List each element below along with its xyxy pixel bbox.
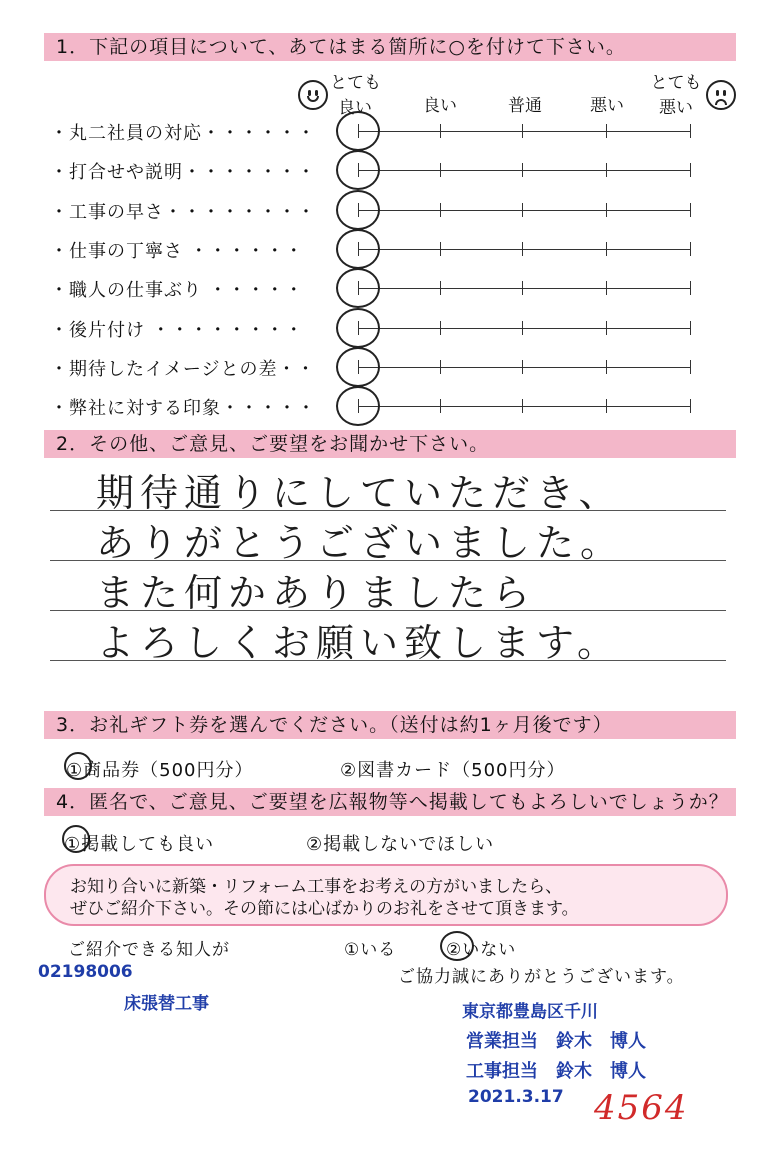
rating-tick-2[interactable] xyxy=(440,163,441,177)
rating-tick-4[interactable] xyxy=(606,399,607,413)
rating-tick-5[interactable] xyxy=(690,321,691,335)
rating-scale-line xyxy=(358,131,690,132)
rating-tick-4[interactable] xyxy=(606,321,607,335)
rating-tick-5[interactable] xyxy=(690,399,691,413)
referral-option-yes[interactable]: ①いる xyxy=(344,940,397,960)
rating-tick-2[interactable] xyxy=(440,321,441,335)
rating-tick-3[interactable] xyxy=(522,281,523,295)
gift-option-1[interactable]: ①商品券（500円分） xyxy=(66,760,254,781)
customer-code: 02198006 xyxy=(38,962,133,982)
rating-tick-2[interactable] xyxy=(440,360,441,374)
frown-icon xyxy=(706,80,736,110)
rating-tick-3[interactable] xyxy=(522,242,523,256)
comment-line-1: 期待通りにしていただき、 xyxy=(96,471,623,515)
date: 2021.3.17 xyxy=(468,1087,564,1107)
construction-rep: 工事担当 鈴木 博人 xyxy=(466,1061,646,1082)
scale-label-average: 普通 xyxy=(508,96,542,116)
rating-tick-5[interactable] xyxy=(690,203,691,217)
rating-tick-4[interactable] xyxy=(606,360,607,374)
rating-tick-3[interactable] xyxy=(522,124,523,138)
work-type: 床張替工事 xyxy=(124,994,209,1014)
comment-line-3: また何かありましたら xyxy=(96,571,537,615)
rating-scale-line xyxy=(358,249,690,250)
rating-row-label: ・丸二社員の対応・・・・・・ xyxy=(50,123,316,144)
rating-tick-5[interactable] xyxy=(690,124,691,138)
selection-circle xyxy=(336,190,380,230)
thanks-text: ご協力誠にありがとうございます。 xyxy=(398,967,685,987)
rating-tick-4[interactable] xyxy=(606,242,607,256)
section-3-header: 3．お礼ギフト券を選んでください。（送付は約1ヶ月後です） xyxy=(44,711,736,739)
referral-line-1: お知り合いに新築・リフォーム工事をお考えの方がいましたら、 xyxy=(70,877,563,897)
rating-row-label: ・期待したイメージとの差・・ xyxy=(50,359,316,380)
referral-option-no[interactable]: ②いない xyxy=(446,940,517,960)
rating-scale-line xyxy=(358,328,690,329)
rating-tick-5[interactable] xyxy=(690,242,691,256)
scale-label-very-bad: とても 悪い xyxy=(650,73,702,118)
scale-label-very-good: とても 良い xyxy=(330,73,381,118)
handwritten-number: 4564 xyxy=(594,1088,689,1128)
rating-scale-line xyxy=(358,170,690,171)
referral-line-2: ぜひご紹介下さい。その節には心ばかりのお礼をさせて頂きます。 xyxy=(70,899,579,919)
rating-tick-4[interactable] xyxy=(606,203,607,217)
referral-question: ご紹介できる知人が xyxy=(68,940,230,960)
rating-scale-line xyxy=(358,288,690,289)
rating-tick-4[interactable] xyxy=(606,124,607,138)
rating-tick-5[interactable] xyxy=(690,360,691,374)
gift-option-2[interactable]: ②図書カード（500円分） xyxy=(340,760,566,781)
rating-scale-line xyxy=(358,367,690,368)
scale-label-bad: 悪い xyxy=(590,96,624,116)
selection-circle xyxy=(336,386,380,426)
rating-tick-4[interactable] xyxy=(606,281,607,295)
rating-tick-2[interactable] xyxy=(440,281,441,295)
selection-circle xyxy=(336,347,380,387)
section-4-header: 4．匿名で、ご意見、ご要望を広報物等へ掲載してもよろしいでしょうか？ xyxy=(44,788,736,816)
rating-tick-2[interactable] xyxy=(440,399,441,413)
selection-circle xyxy=(336,268,380,308)
publish-option-2[interactable]: ②掲載しないでほしい xyxy=(306,834,495,855)
rating-tick-3[interactable] xyxy=(522,399,523,413)
rating-tick-3[interactable] xyxy=(522,321,523,335)
rating-row-label: ・工事の早さ・・・・・・・・ xyxy=(50,202,316,223)
rating-scale-line xyxy=(358,210,690,211)
selection-circle xyxy=(336,150,380,190)
section-1-header: 1．下記の項目について、あてはまる箇所に○を付けて下さい。 xyxy=(44,33,736,61)
rating-row-label: ・弊社に対する印象・・・・・ xyxy=(50,398,316,419)
rating-row-label: ・打合せや説明・・・・・・・ xyxy=(50,162,316,183)
rating-tick-5[interactable] xyxy=(690,163,691,177)
rating-row-label: ・仕事の丁寧さ ・・・・・・ xyxy=(50,241,304,262)
scale-label-good: 良い xyxy=(423,96,457,116)
rating-tick-3[interactable] xyxy=(522,163,523,177)
location: 東京都豊島区千川 xyxy=(462,1002,598,1022)
smile-icon xyxy=(298,80,328,110)
rating-row-label: ・後片付け ・・・・・・・・ xyxy=(50,320,304,341)
selection-circle xyxy=(336,111,380,151)
publish-option-1[interactable]: ①掲載しても良い xyxy=(64,834,215,855)
selection-circle xyxy=(336,229,380,269)
sales-rep: 営業担当 鈴木 博人 xyxy=(466,1031,646,1052)
rating-tick-4[interactable] xyxy=(606,163,607,177)
rating-tick-3[interactable] xyxy=(522,203,523,217)
section-2-header: 2．その他、ご意見、ご要望をお聞かせ下さい。 xyxy=(44,430,736,458)
referral-box xyxy=(44,864,728,926)
comment-line-2: ありがとうございました。 xyxy=(96,521,625,565)
rating-scale-line xyxy=(358,406,690,407)
rating-tick-2[interactable] xyxy=(440,242,441,256)
selection-circle xyxy=(336,308,380,348)
rating-tick-2[interactable] xyxy=(440,124,441,138)
rating-tick-2[interactable] xyxy=(440,203,441,217)
rating-tick-3[interactable] xyxy=(522,360,523,374)
comment-line-4: よろしくお願い致します。 xyxy=(96,621,621,665)
rating-tick-5[interactable] xyxy=(690,281,691,295)
rating-row-label: ・職人の仕事ぶり ・・・・・ xyxy=(50,280,304,301)
